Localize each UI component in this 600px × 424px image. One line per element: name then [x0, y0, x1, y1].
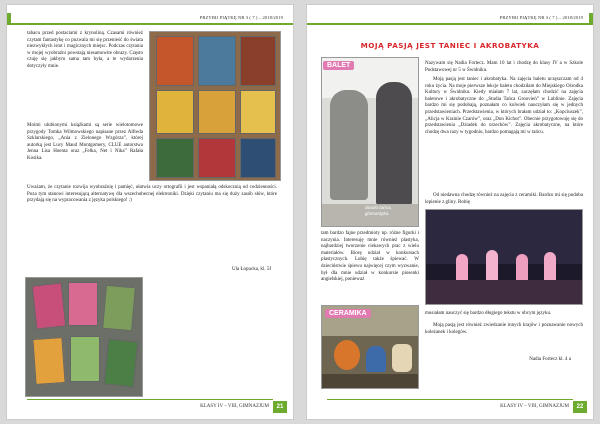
footer-rule [327, 399, 573, 400]
signature: Ula Łopucka, kl. 5f [231, 267, 271, 272]
left-page [6, 4, 294, 420]
label-balet: BALET [323, 61, 354, 70]
article-text-mid: Moimi ulubionymi książkami są serie wielotomowe przygody Tomka Wilmowskiego napisane przez Alfreda Szklarskiego, „Ania z Zielonego Wzgórza”, której autorką jest Lucy Maud Montgomery, CLUE autorstwa Jenna Lisa Hoenta oraz „Felka, Net i Nika” Rafała Kosika. [27, 123, 143, 161]
page-header: PRZYBIJ PIĄTKĘ NR 3 ( 7 ) – 2018/2019 [307, 11, 593, 25]
stage-photo [425, 209, 583, 305]
page-number: 22 [573, 401, 587, 413]
page-footer: KLASY IV – VIII, GIMNAZJUM [200, 404, 269, 409]
anne-books-photo [25, 277, 143, 397]
article-text-intro: Nazywam się Nadia Fortecz. Mam 10 lat i chodzę do klasy IV a w Szkole Podstawowej nr 5 w Świdniku. [425, 61, 583, 73]
article-title: MOJĄ PASJĄ JEST TANIEC I AKROBATYKA [360, 41, 540, 50]
article-text-top: tabacu przed postaciami z krynoliną. Czasami również czytam fantastykę co pozwala mi się przenieść do świata niezwykłych istot i magicznych miejsc. Podczas czytania w mojej wyobraźni powstają niesamowite obrazy. Często czuję się jakbym sama tam była, a te wydarzenia dotyczyły mnie. [27, 31, 143, 69]
article-text-main: Moją pasją jest taniec i akrobatyka. Na zajęcia baletu uczęszczam od 4 roku życia. Na moje pierwsze lekcje baletu chodziłam do Miejskiego Ośrodka Kultury w Świdniku. Kiedy miałam 7 lat, zaczęłam chodzić na zajęcia baletowe i akrobatyczne do „Studia Tańca Groovień” w Lublinie. Zajęcia bardzo mi się podobają, poznałam co kolwiek nauczyłam się w jednych przedstawieniach. Przedstawienia, w których brałam udział to: „Kopciuszek”, „Alicja w Krainie Czarów”, oraz „Don Kichot”. Obecnie przygotowuję się do przedstawienia „Dziadek do orzechów”. Zajęcia akrobatyczne, na które chodzę dwa razy w tygodniu, bardzo pomagają mi w tańcu. [425, 77, 583, 135]
page-header: PRZYBIJ PIĄTKĘ NR 3 ( 7 ) – 2018/2019 [7, 11, 293, 25]
page-number: 21 [273, 401, 287, 413]
label-ceramika: CERAMIKA [325, 309, 371, 318]
right-page [306, 4, 594, 420]
article-text-left: tam bardzo fajne przedmioty np. różne figurki i naczynia. Interesuję mnie również plastyka, najbardziej tworzenie ciekawych prac z wielu materiałów. Biorę udział w konkursach plastycznych. Lubię także śpiewać. W dzieciństwie śpiewu najwięcej czym wyzwanie, był dla mnie udział w konkursie piosenki angielskiej, ponieważ [321, 231, 419, 283]
article-text-bottom: musiałam nauczyć się bardzo długiego tekstu w obcym języku. [425, 311, 552, 316]
photo-caption: Studio tańca, gimnastyka. [365, 205, 392, 216]
books-photo [149, 31, 281, 181]
article-text-bottom: Uważam, że czytanie rozwija wyobraźnię i pamięć, ułatwia uczy ortografii i jest wspaniałą odskocznią od codzienności. Poza tym stanowi interesującą alternatywę dla wszechobecnej elektroniki. Dzięki czytaniu ma się duży zasób słów, które przydają się na wypracowania z języka polskiego! :) [27, 185, 277, 204]
article-text-travel: Moją pasją jest również zwiedzanie innych krajów i poznawanie nowych koleżanek i kolegów. [425, 323, 583, 335]
ballet-photo [321, 57, 419, 227]
article-text-ceramics: Od niedawna chodzę również na zajęcia z ceramiki. Bardzo mi się podoba lepienie z gliny. Robię [425, 193, 583, 205]
footer-rule [27, 399, 273, 400]
signature: Nadia Fortecz kl. 4 a [529, 357, 571, 362]
page-footer: KLASY IV – VIII, GIMNAZJUM [500, 404, 569, 409]
